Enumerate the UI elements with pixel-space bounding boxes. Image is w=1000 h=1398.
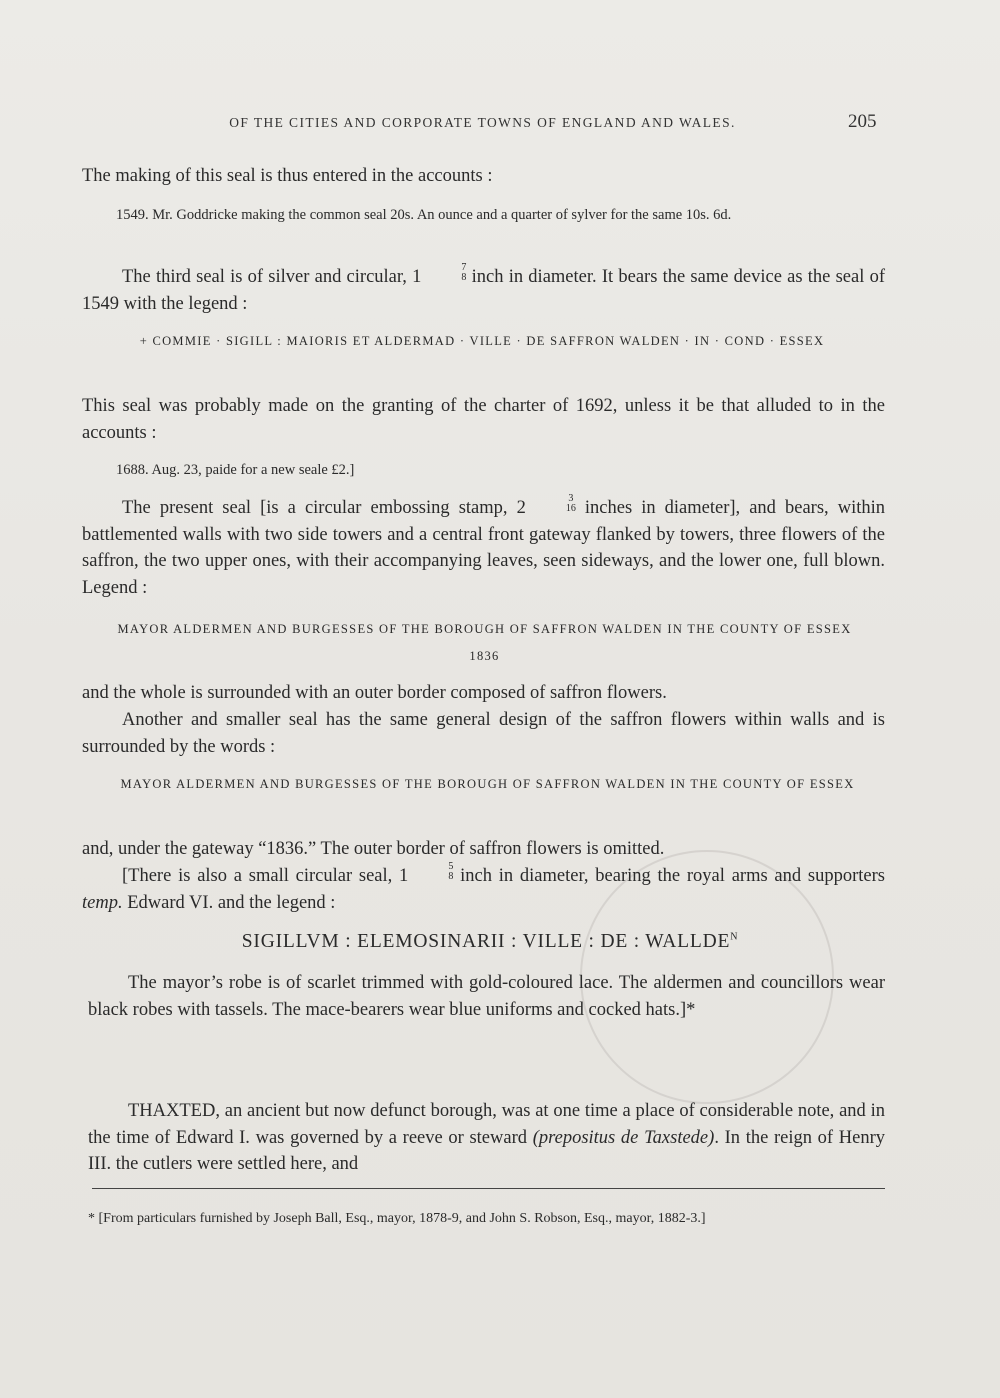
paragraph-accounts-intro: [82, 163, 885, 190]
paragraph-third-seal: [82, 263, 885, 317]
entry-1688: 1688. Aug. 23, paide for a new seale £2.]: [116, 462, 355, 478]
running-title: OF THE CITIES AND CORPORATE TOWNS OF ENGLAND AND WALES.: [229, 115, 736, 130]
page-number: 205: [848, 111, 877, 132]
entry-1549: 1549. Mr. Goddricke making the common seal 20s. An ounce and a quarter of sylver for the same 10s. 6d.: [116, 207, 732, 223]
paragraph-outer-border: [82, 680, 885, 707]
paragraph-gateway-1836: [82, 836, 885, 863]
paragraph-text: and the whole is surrounded with an outer border composed of saffron flowers.: [82, 683, 667, 703]
paragraph-text: Another and smaller seal has the same general design of the saffron flowers within walls and is surrounded by the words :: [82, 710, 885, 757]
seal-legend-smaller: MAYOR ALDERMEN AND BURGESSES OF THE BOROUGH OF SAFFRON WALDEN IN THE COUNTY OF ESSEX: [120, 777, 855, 791]
paragraph-text: This seal was probably made on the granting of the charter of 1692, unless it be that alluded to in the accounts :: [82, 396, 885, 443]
paragraph-text: The present seal [is a circular embossing stamp, 2: [122, 498, 526, 518]
footnote-rule: [92, 1188, 885, 1189]
paragraph-text: Edward VI. and the legend :: [122, 892, 336, 913]
paragraph-text: inches in diameter], and bears, within battlemented walls with two side towers and a central front gateway flanked by towers, three flowers of the saffron, the two upper ones, with their accompanying leaves, seen sideways, and the lower one, full blown. Legend :: [82, 498, 885, 598]
seal-legend-present: MAYOR ALDERMEN AND BURGESSES OF THE BOROUGH OF SAFFRON WALDEN IN THE COUNTY OF ESSEX 1836: [117, 622, 852, 663]
italic-text: (prepositus de Taxstede): [532, 1127, 715, 1148]
paragraph-text: . In the reign of Henry III. the cutlers were settled here, and: [88, 1127, 886, 1174]
paragraph-text: [There is also a small circular seal, 1: [122, 866, 409, 886]
paragraph-text: and, under the gateway “1836.” The outer border of saffron flowers is omitted.: [82, 839, 665, 859]
paragraph-text: The making of this seal is thus entered in the accounts :: [82, 166, 493, 186]
paragraph-smaller-seal: [82, 707, 885, 760]
fraction: 7 8: [461, 262, 467, 283]
paragraph-text: THAXTED, an ancient but now defunct borough, was at one time a place of considerable note, and in the time of Edward I. was governed by a reeve or steward: [88, 1101, 885, 1148]
paragraph-thaxted: [88, 1098, 885, 1178]
paragraph-text: The mayor’s robe is of scarlet trimmed with gold-coloured lace. The aldermen and councillors wear black robes with tassels. The mace-bearers wear blue uniforms and cocked hats.]*: [88, 973, 885, 1020]
fraction: 3 16: [565, 493, 576, 514]
seal-legend-elemosinarii: SIGILLVM : ELEMOSINARII : VILLE : DE : $WALLDE^N$: [241, 931, 739, 952]
paragraph-text: inch in diameter, bearing the royal arms and supporters: [453, 866, 885, 886]
fraction: 5 8: [448, 861, 454, 882]
italic-text: temp.: [82, 892, 123, 913]
paragraph-text: inch in diameter. It bears the same device as the seal of 1549 with the legend :: [82, 267, 885, 314]
paragraph-small-circular-seal: [82, 862, 885, 916]
paragraph-text: The third seal is of silver and circular, 1: [122, 267, 422, 287]
footnote: * [From particulars furnished by Joseph Ball, Esq., mayor, 1878-9, and John S. Robson, Esq., mayor, 1882-3.]: [88, 1211, 706, 1226]
paragraph-present-seal: [82, 494, 885, 601]
paragraph-mayors-robe: [88, 970, 885, 1023]
paragraph-charter-1692: [82, 393, 885, 446]
seal-legend-third: + COMMIE · SIGILL : MAIORIS ET ALDERMAD · VILLE · DE SAFFRON WALDEN · IN · COND · ESSEX: [139, 334, 825, 348]
